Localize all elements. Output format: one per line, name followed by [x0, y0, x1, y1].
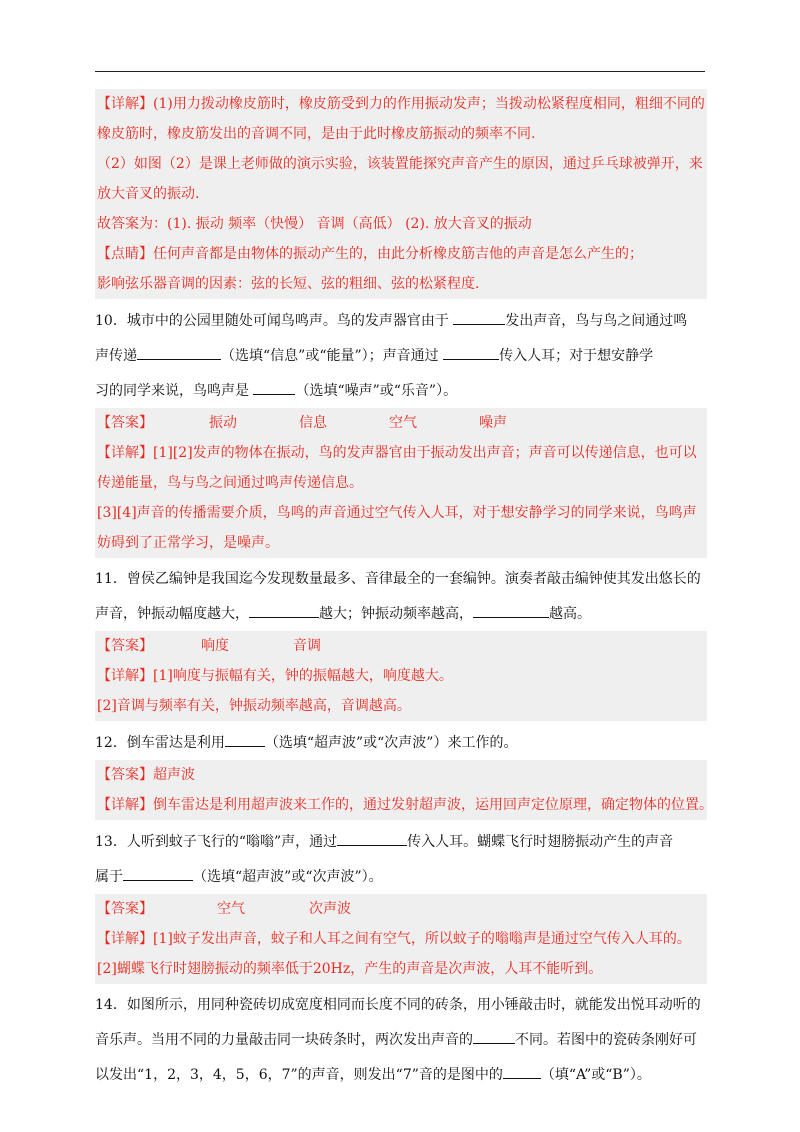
q12-text: （选填“超声波”或“次声波”）来工作的。 — [264, 735, 518, 751]
q11-text: 11．曾侯乙编钟是我国迄今发现数量最多、音律最全的一套编钟。演奏者敲击编钟使其发出悠长的 — [95, 571, 701, 587]
q10-text: 习的同学来说，鸟鸣声是 — [95, 383, 254, 399]
q13-answer-block — [95, 894, 707, 984]
answer-blank — [443, 345, 499, 360]
q14-text: （填“A”或“B”）。 — [540, 1067, 651, 1083]
answer-value: 噪声 — [479, 415, 507, 431]
answer-value: 振动 — [209, 415, 237, 431]
answer-blank — [473, 1029, 515, 1044]
header-rule — [95, 71, 705, 72]
detail-line: [3][4]声音的传播需要介质，鸟鸣的声音通过空气传入人耳，对于想安静学习的同学来说，鸟鸣声 — [97, 505, 697, 521]
q11-text: 越高。 — [549, 606, 591, 622]
answer-blank — [123, 866, 193, 881]
question-11 — [95, 562, 707, 631]
answer-blank — [253, 380, 295, 395]
detail-line: [2]蝴蝶飞行时翅膀振动的频率低于20Hz，产生的声音是次声波，人耳不能听到。 — [97, 961, 603, 977]
detail-line: 【详解】[1]响度与振幅有关，钟的振幅越大，响度越大。 — [97, 668, 453, 684]
detail-block-prev — [95, 89, 707, 299]
answer-line: 【答案】超声波 — [97, 767, 195, 783]
q10-text: 传入人耳；对于想安静学 — [499, 348, 654, 364]
detail-line: 【详解】[1][2]发声的物体在振动，鸟的发声器官由于振动发出声音；声音可以传递信息，也可以 — [97, 445, 697, 461]
q12-text: 12．倒车雷达是利用 — [95, 735, 225, 751]
detail-line: 【详解】(1)用力拨动橡皮筋时，橡皮筋受到力的作用振动发声；当拨动松紧程度相同，粗细不同的 — [97, 96, 705, 112]
hint-line: 【点睛】任何声音都是由物体的振动产生的，由此分析橡皮筋吉他的声音是怎么产生的； — [97, 246, 643, 262]
answer-line — [97, 408, 707, 438]
answer-value: 响度 — [201, 638, 229, 654]
answer-blank — [337, 831, 407, 846]
question-14 — [95, 988, 707, 1092]
detail-line: 橡皮筋时，橡皮筋发出的音调不同，是由于此时橡皮筋振动的频率不同. — [97, 126, 536, 142]
q11-text: 越大；钟振动频率越高， — [319, 606, 473, 622]
answer-value: 音调 — [293, 638, 321, 654]
q10-answer-block — [95, 408, 707, 558]
q13-text: （选填“超声波”或“次声波”）。 — [193, 869, 383, 885]
answer-blank — [503, 1064, 541, 1079]
q14-text: 以发出“1，2，3，4，5，6，7”的声音，则发出“7”音的是图中的 — [95, 1067, 503, 1083]
question-10 — [95, 303, 707, 408]
detail-line: 传递能量，鸟与鸟之间通过鸣声传递信息。 — [97, 475, 363, 491]
answer-blank — [453, 310, 505, 325]
q14-text: 音乐声。当用不同的力量敲击同一块砖条时，两次发出声音的 — [95, 1032, 473, 1048]
q11-answer-block — [95, 631, 707, 721]
answer-value: 次声波 — [309, 901, 351, 917]
answer-tag: 【答案】 — [97, 638, 153, 654]
hint-line: 影响弦乐器音调的因素：弦的长短、弦的粗细、弦的松紧程度. — [97, 276, 480, 292]
q10-text: （选填“噪声”或“乐音”）。 — [295, 383, 458, 399]
q14-text: 14．如图所示，用同种瓷砖切成宽度相同而长度不同的砖条，用小锤敲击时，就能发出悦耳动听的 — [95, 997, 701, 1013]
answer-blank — [137, 345, 221, 360]
question-13 — [95, 824, 707, 894]
q11-text: 声音，钟振动幅度越大， — [95, 606, 249, 622]
detail-line: 放大音叉的振动. — [97, 186, 200, 202]
document-page — [95, 89, 713, 1092]
answer-value: 信息 — [299, 415, 327, 431]
answer-tag: 【答案】 — [97, 415, 153, 431]
answer-value: 空气 — [389, 415, 417, 431]
q13-text: 属于 — [95, 869, 123, 885]
q13-text: 13．人听到蚊子飞行的“嗡嗡”声，通过 — [95, 834, 338, 850]
answer-value: 空气 — [217, 901, 245, 917]
q14-text: 不同。若图中的瓷砖条刚好可 — [515, 1032, 697, 1048]
answer-blank — [473, 603, 549, 618]
q12-answer-block — [95, 760, 713, 820]
answer-blank — [249, 603, 319, 618]
question-12 — [95, 725, 707, 760]
answer-line — [97, 894, 707, 924]
q10-text: （选填“信息”或“能量”）；声音通过 — [221, 348, 444, 364]
detail-line: 【详解】[1]蚊子发出声音，蚊子和人耳之间有空气，所以蚊子的嗡嗡声是通过空气传入人耳的。 — [97, 931, 691, 947]
q10-text: 发出声音，鸟与鸟之间通过鸣 — [505, 313, 688, 329]
answer-line — [97, 631, 707, 661]
q13-text: 传入人耳。蝴蝶飞行时翅膀振动产生的声音 — [407, 834, 674, 850]
detail-line: [2]音调与频率有关，钟振动频率越高，音调越高。 — [97, 698, 411, 714]
detail-line: 【详解】倒车雷达是利用超声波来工作的，通过发射超声波，运用回声定位原理，确定物体的位置。 — [97, 797, 713, 813]
answer-blank — [225, 732, 265, 747]
detail-line: （2）如图（2）是课上老师做的演示实验，该装置能探究声音产生的原因，通过乒乓球被弹开，来 — [97, 156, 703, 172]
q10-text: 声传递 — [95, 348, 137, 364]
detail-line: 妨碍到了正常学习，是噪声。 — [97, 535, 279, 551]
q10-text: 10．城市中的公园里随处可闻鸟鸣声。鸟的发声器官由于 — [95, 313, 454, 329]
answer-summary-line: 故答案为：(1). 振动 频率（快慢） 音调（高低） (2). 放大音叉的振动 — [97, 216, 532, 232]
answer-tag: 【答案】 — [97, 901, 153, 917]
